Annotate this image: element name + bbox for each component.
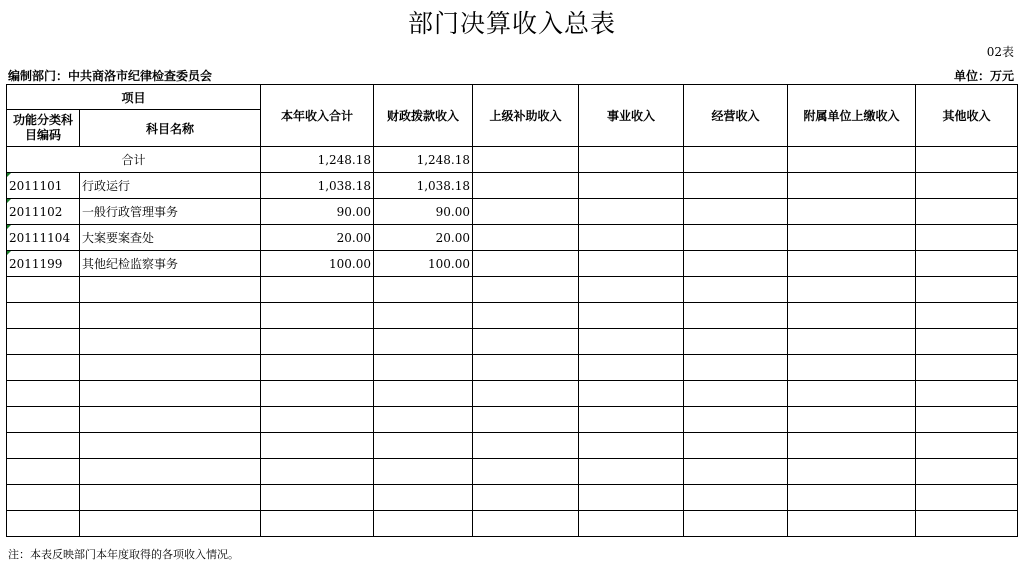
empty-cell xyxy=(473,407,579,433)
table-row-empty xyxy=(7,355,1018,381)
empty-cell xyxy=(916,485,1018,511)
empty-cell xyxy=(261,329,374,355)
income-summary-table xyxy=(6,84,1018,537)
empty-cell xyxy=(684,407,788,433)
empty-cell xyxy=(579,303,684,329)
table-row xyxy=(7,251,1018,277)
empty-cell xyxy=(579,381,684,407)
income-value xyxy=(579,173,684,199)
empty-cell xyxy=(374,407,473,433)
total-value xyxy=(788,147,916,173)
header-col-operating: 经营收入 xyxy=(684,85,788,147)
empty-cell xyxy=(374,459,473,485)
income-value xyxy=(473,251,579,277)
empty-cell xyxy=(473,277,579,303)
empty-cell xyxy=(788,303,916,329)
table-row-empty xyxy=(7,329,1018,355)
empty-cell xyxy=(916,329,1018,355)
empty-cell xyxy=(80,511,261,537)
income-value: 1,038.18 xyxy=(261,173,374,199)
empty-cell xyxy=(473,459,579,485)
unit-label: 单位：万元 xyxy=(953,69,1014,83)
empty-cell xyxy=(374,303,473,329)
empty-cell xyxy=(7,485,80,511)
empty-cell xyxy=(80,381,261,407)
header-col-fiscal: 财政拨款收入 xyxy=(374,85,473,147)
table-row xyxy=(7,199,1018,225)
income-value xyxy=(788,173,916,199)
empty-cell xyxy=(374,355,473,381)
total-value xyxy=(579,147,684,173)
empty-cell xyxy=(579,459,684,485)
empty-cell xyxy=(80,329,261,355)
empty-cell xyxy=(7,355,80,381)
income-value xyxy=(788,251,916,277)
subject-code: 2011102 xyxy=(7,199,80,225)
empty-cell xyxy=(7,329,80,355)
total-value: 1,248.18 xyxy=(374,147,473,173)
income-value: 1,038.18 xyxy=(374,173,473,199)
table-row xyxy=(7,173,1018,199)
subject-name: 行政运行 xyxy=(80,173,261,199)
empty-cell xyxy=(80,407,261,433)
empty-cell xyxy=(7,433,80,459)
subject-code: 2011101 xyxy=(7,173,80,199)
table-row-empty xyxy=(7,407,1018,433)
empty-cell xyxy=(374,381,473,407)
empty-cell xyxy=(374,511,473,537)
empty-cell xyxy=(684,277,788,303)
empty-cell xyxy=(684,381,788,407)
income-value xyxy=(684,199,788,225)
empty-cell xyxy=(788,485,916,511)
empty-cell xyxy=(684,433,788,459)
empty-cell xyxy=(916,407,1018,433)
empty-cell xyxy=(788,407,916,433)
empty-cell xyxy=(7,407,80,433)
empty-cell xyxy=(261,381,374,407)
page-title: 部门决算收入总表 xyxy=(407,9,616,38)
empty-cell xyxy=(261,407,374,433)
empty-cell xyxy=(7,511,80,537)
empty-cell xyxy=(80,277,261,303)
income-value: 90.00 xyxy=(261,199,374,225)
income-value xyxy=(788,225,916,251)
total-value xyxy=(684,147,788,173)
subject-code: 20111104 xyxy=(7,225,80,251)
income-value xyxy=(473,199,579,225)
empty-cell xyxy=(684,329,788,355)
empty-cell xyxy=(579,407,684,433)
empty-cell xyxy=(788,433,916,459)
empty-cell xyxy=(579,433,684,459)
footnote: 注：本表反映部门本年度取得的各项收入情况。 xyxy=(8,548,239,561)
income-value xyxy=(684,251,788,277)
empty-cell xyxy=(7,459,80,485)
empty-cell xyxy=(788,381,916,407)
empty-cell xyxy=(579,511,684,537)
empty-cell xyxy=(788,277,916,303)
income-value: 20.00 xyxy=(374,225,473,251)
table-row-empty xyxy=(7,459,1018,485)
empty-cell xyxy=(579,355,684,381)
empty-cell xyxy=(261,433,374,459)
empty-cell xyxy=(473,329,579,355)
empty-cell xyxy=(579,329,684,355)
empty-cell xyxy=(473,381,579,407)
income-value xyxy=(579,199,684,225)
empty-cell xyxy=(374,433,473,459)
form-number: 02表 xyxy=(986,45,1014,59)
empty-cell xyxy=(261,485,374,511)
header-subject-name: 科目名称 xyxy=(80,110,261,147)
table-row-total xyxy=(7,147,1018,173)
income-value xyxy=(473,173,579,199)
subject-name: 其他纪检监察事务 xyxy=(80,251,261,277)
header-col-superior: 上级补助收入 xyxy=(473,85,579,147)
table-row-empty xyxy=(7,511,1018,537)
table-row-empty xyxy=(7,381,1018,407)
empty-cell xyxy=(684,485,788,511)
empty-cell xyxy=(473,433,579,459)
header-col-other: 其他收入 xyxy=(916,85,1018,147)
empty-cell xyxy=(916,433,1018,459)
total-label: 合计 xyxy=(7,147,261,173)
income-value xyxy=(916,251,1018,277)
header-col-business: 事业收入 xyxy=(579,85,684,147)
empty-cell xyxy=(261,277,374,303)
empty-cell xyxy=(916,355,1018,381)
empty-cell xyxy=(684,355,788,381)
empty-cell xyxy=(579,277,684,303)
table-row-empty xyxy=(7,277,1018,303)
empty-cell xyxy=(473,485,579,511)
empty-cell xyxy=(684,511,788,537)
income-value xyxy=(473,225,579,251)
empty-cell xyxy=(261,355,374,381)
empty-cell xyxy=(916,459,1018,485)
header-item: 项目 xyxy=(7,85,261,110)
empty-cell xyxy=(788,329,916,355)
empty-cell xyxy=(788,511,916,537)
income-value: 20.00 xyxy=(261,225,374,251)
empty-cell xyxy=(788,355,916,381)
empty-cell xyxy=(374,329,473,355)
empty-cell xyxy=(916,277,1018,303)
empty-cell xyxy=(374,277,473,303)
table-row-empty xyxy=(7,433,1018,459)
total-value: 1,248.18 xyxy=(261,147,374,173)
table-row-empty xyxy=(7,303,1018,329)
organization-label: 编制部门：中共商洛市纪律检查委员会 xyxy=(8,69,213,83)
income-value xyxy=(916,199,1018,225)
income-value xyxy=(916,173,1018,199)
income-value xyxy=(684,225,788,251)
empty-cell xyxy=(579,485,684,511)
empty-cell xyxy=(916,303,1018,329)
income-value xyxy=(684,173,788,199)
table-row-empty xyxy=(7,485,1018,511)
empty-cell xyxy=(7,303,80,329)
empty-cell xyxy=(261,459,374,485)
header-func-code: 功能分类科目编码 xyxy=(7,110,80,147)
empty-cell xyxy=(80,433,261,459)
header-col-affiliate: 附属单位上缴收入 xyxy=(788,85,916,147)
income-value: 100.00 xyxy=(261,251,374,277)
subject-name: 大案要案查处 xyxy=(80,225,261,251)
empty-cell xyxy=(473,511,579,537)
subject-code: 2011199 xyxy=(7,251,80,277)
income-value xyxy=(788,199,916,225)
total-value xyxy=(473,147,579,173)
income-value xyxy=(579,251,684,277)
income-value xyxy=(916,225,1018,251)
income-value xyxy=(579,225,684,251)
empty-cell xyxy=(7,277,80,303)
subject-name: 一般行政管理事务 xyxy=(80,199,261,225)
empty-cell xyxy=(374,485,473,511)
empty-cell xyxy=(684,459,788,485)
empty-cell xyxy=(788,459,916,485)
empty-cell xyxy=(7,381,80,407)
empty-cell xyxy=(473,303,579,329)
empty-cell xyxy=(684,303,788,329)
empty-cell xyxy=(916,511,1018,537)
empty-cell xyxy=(80,459,261,485)
empty-cell xyxy=(80,303,261,329)
empty-cell xyxy=(261,511,374,537)
empty-cell xyxy=(80,355,261,381)
empty-cell xyxy=(261,303,374,329)
total-value xyxy=(916,147,1018,173)
empty-cell xyxy=(916,381,1018,407)
income-value: 90.00 xyxy=(374,199,473,225)
header-col-total: 本年收入合计 xyxy=(261,85,374,147)
table-row xyxy=(7,225,1018,251)
income-value: 100.00 xyxy=(374,251,473,277)
empty-cell xyxy=(473,355,579,381)
empty-cell xyxy=(80,485,261,511)
